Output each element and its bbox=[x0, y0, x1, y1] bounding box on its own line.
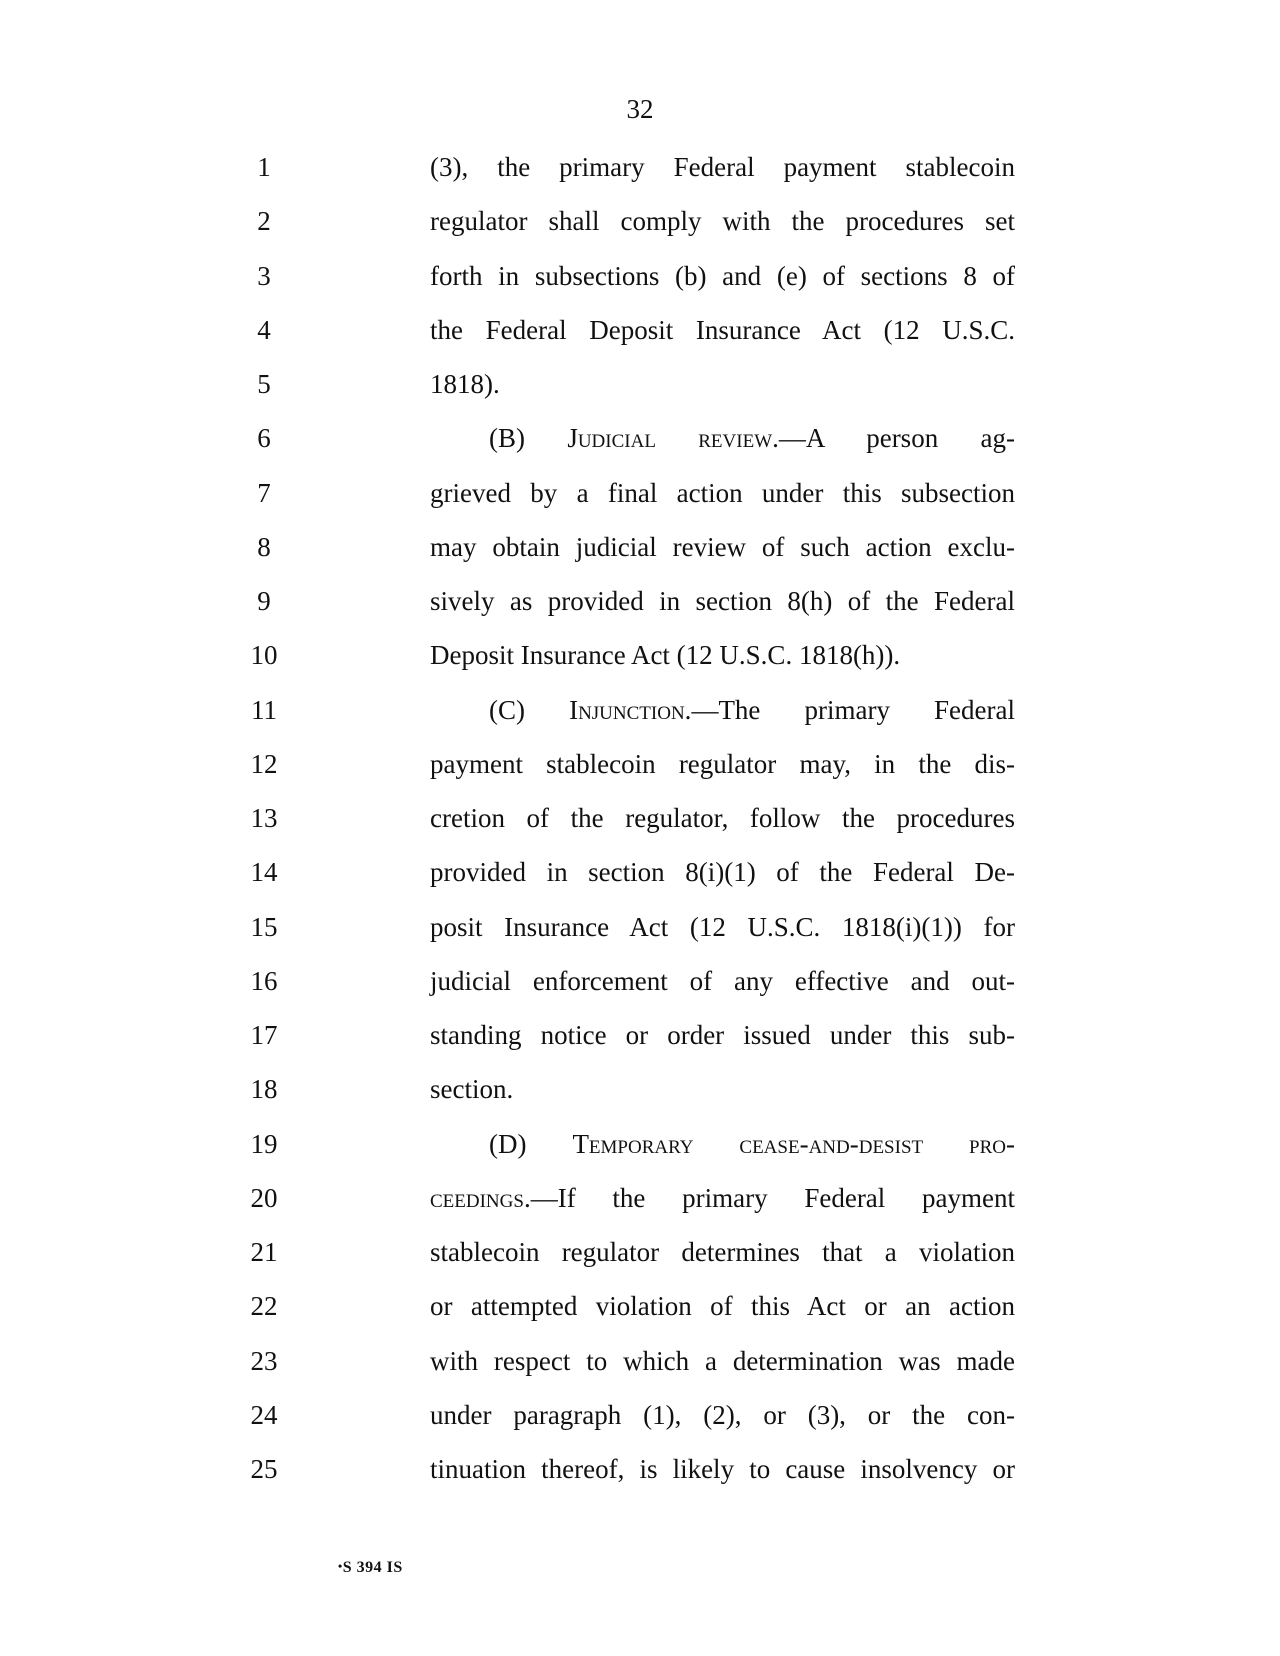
line-number: 19 bbox=[250, 1128, 278, 1159]
line-number: 5 bbox=[257, 369, 271, 399]
line-text: posit Insurance Act (12 U.S.C. 1818(i)(1)) for bbox=[430, 911, 1015, 942]
document-line bbox=[0, 1398, 1280, 1452]
line-number: 12 bbox=[250, 748, 278, 779]
line-text: 1818). bbox=[430, 369, 500, 399]
page-number: 32 bbox=[626, 94, 654, 124]
line-text: or attempted violation of this Act or an action bbox=[430, 1291, 1015, 1322]
line-text: provided in section 8(i)(1) of the Federal De- bbox=[430, 857, 1015, 888]
line-text: sively as provided in section 8(h) of the Federal bbox=[430, 586, 1015, 616]
line-text: judicial enforcement of any effective and out- bbox=[430, 965, 1015, 996]
subparagraph-designator: (C) bbox=[489, 694, 570, 725]
document-line bbox=[0, 1072, 1280, 1126]
document-line bbox=[0, 530, 1280, 584]
document-line bbox=[0, 421, 1280, 475]
document-line bbox=[0, 584, 1280, 638]
line-number: 1 bbox=[257, 152, 271, 182]
line-number: 25 bbox=[250, 1454, 278, 1484]
document-line bbox=[0, 638, 1280, 692]
document-line bbox=[0, 1127, 1280, 1181]
line-number: 10 bbox=[250, 640, 278, 671]
line-text: payment stablecoin regulator may, in the dis- bbox=[430, 748, 1015, 779]
document-line bbox=[0, 1344, 1280, 1398]
line-text: (3), the primary Federal payment stablecoin bbox=[430, 152, 1015, 182]
document-line bbox=[0, 801, 1280, 855]
document-line bbox=[0, 1018, 1280, 1072]
line-number: 24 bbox=[250, 1399, 278, 1430]
document-line bbox=[0, 259, 1280, 313]
line-number: 18 bbox=[250, 1074, 278, 1105]
subparagraph-heading: ceedings. bbox=[430, 1182, 531, 1213]
line-text: regulator shall comply with the procedures set bbox=[430, 206, 1015, 237]
line-number: 14 bbox=[250, 857, 278, 888]
line-number: 23 bbox=[250, 1345, 278, 1376]
document-body bbox=[0, 150, 1280, 1506]
line-number: 8 bbox=[257, 531, 271, 562]
line-number: 17 bbox=[250, 1020, 278, 1050]
line-text: may obtain judicial review of such action exclu- bbox=[430, 531, 1015, 562]
document-line bbox=[0, 1289, 1280, 1343]
line-number: 13 bbox=[250, 803, 278, 833]
subparagraph-designator: (D) bbox=[489, 1128, 573, 1159]
subparagraph-heading: Judicial review. bbox=[567, 423, 779, 454]
document-line bbox=[0, 367, 1280, 421]
line-text: Deposit Insurance Act (12 U.S.C. 1818(h)). bbox=[430, 640, 901, 671]
line-text: tinuation thereof, is likely to cause insolvency or bbox=[430, 1454, 1015, 1484]
line-number: 22 bbox=[250, 1291, 278, 1322]
line-number: 11 bbox=[251, 694, 277, 725]
document-line bbox=[0, 476, 1280, 530]
line-text: standing notice or order issued under this sub- bbox=[430, 1020, 1015, 1050]
line-text: section. bbox=[430, 1074, 514, 1105]
line-number: 6 bbox=[257, 423, 271, 454]
line-text: under paragraph (1), (2), or (3), or the con- bbox=[430, 1399, 1015, 1430]
line-number: 2 bbox=[257, 206, 271, 237]
document-line bbox=[0, 313, 1280, 367]
subparagraph-heading: Temporary cease-and-desist pro- bbox=[572, 1128, 1016, 1159]
line-text: —If the primary Federal payment bbox=[530, 1182, 1015, 1213]
subparagraph-heading: Injunction. bbox=[569, 694, 692, 725]
line-text: —The primary Federal bbox=[691, 694, 1015, 725]
line-text: the Federal Deposit Insurance Act (12 U.S.C. bbox=[430, 314, 1015, 345]
line-number: 9 bbox=[257, 586, 271, 616]
line-number: 20 bbox=[250, 1182, 278, 1213]
document-line bbox=[0, 150, 1280, 204]
document-line bbox=[0, 1181, 1280, 1235]
document-line bbox=[0, 964, 1280, 1018]
line-number: 4 bbox=[257, 314, 271, 345]
document-line bbox=[0, 747, 1280, 801]
subparagraph-heading-line bbox=[430, 1182, 1015, 1213]
subparagraph-heading-line bbox=[489, 1128, 1016, 1159]
subparagraph-heading-line bbox=[489, 425, 1015, 452]
bill-footer bbox=[338, 1560, 403, 1576]
line-text: cretion of the regulator, follow the procedures bbox=[430, 803, 1015, 833]
document-line bbox=[0, 693, 1280, 747]
document-line bbox=[0, 910, 1280, 964]
subparagraph-heading-line bbox=[489, 694, 1015, 725]
bill-identifier: S 394 IS bbox=[342, 1559, 403, 1576]
line-number: 7 bbox=[257, 477, 271, 508]
subparagraph-designator: (B) bbox=[489, 423, 568, 454]
line-number: 15 bbox=[250, 911, 278, 942]
bullet-icon: • bbox=[338, 1559, 343, 1573]
line-number: 16 bbox=[250, 965, 278, 996]
line-text: stablecoin regulator determines that a violation bbox=[430, 1237, 1015, 1267]
line-text: grieved by a final action under this subsection bbox=[430, 477, 1015, 508]
line-text: —A person ag- bbox=[778, 423, 1015, 454]
document-line bbox=[0, 1452, 1280, 1506]
document-line bbox=[0, 855, 1280, 909]
document-line bbox=[0, 204, 1280, 258]
line-text: with respect to which a determination was made bbox=[430, 1345, 1015, 1376]
line-number: 3 bbox=[257, 260, 271, 291]
line-text: forth in subsections (b) and (e) of sections 8 of bbox=[430, 260, 1015, 291]
document-line bbox=[0, 1235, 1280, 1289]
line-number: 21 bbox=[250, 1237, 278, 1267]
